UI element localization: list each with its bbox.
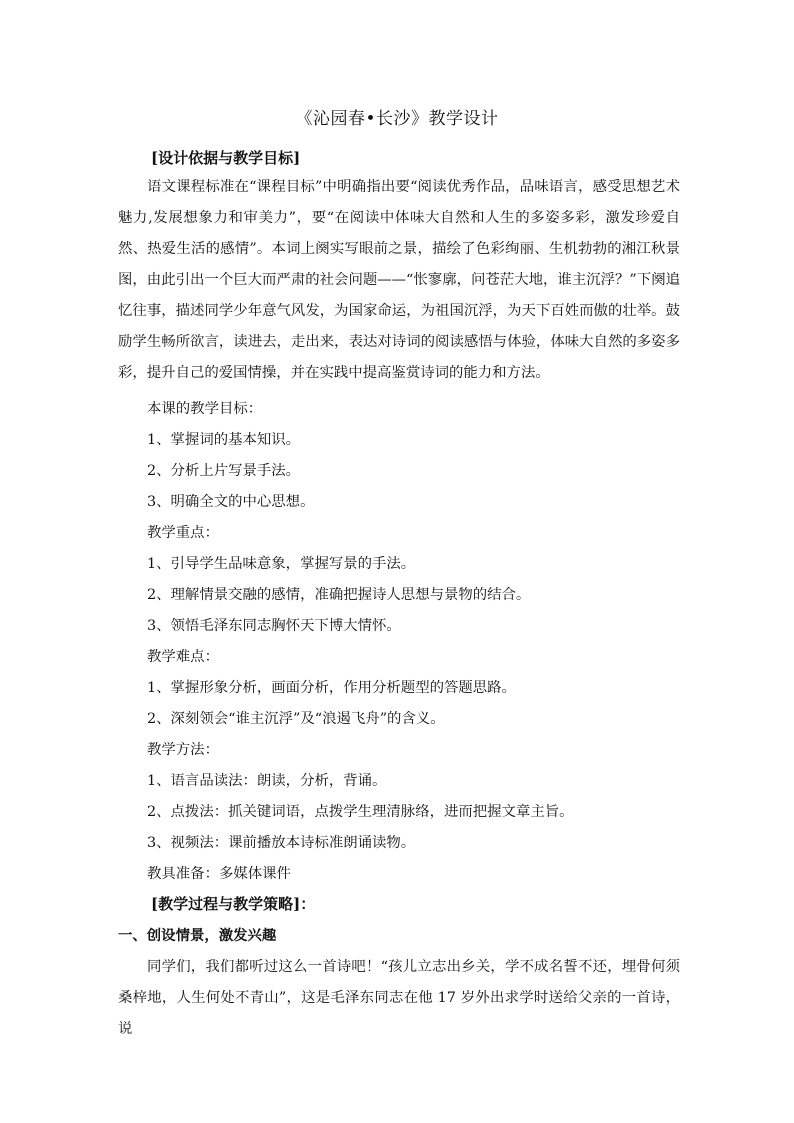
objective-item: 3、明确全文的中心思想。 xyxy=(147,494,315,510)
objectives-label: 本课的教学目标： xyxy=(147,401,263,417)
tools-line: 教具准备：多媒体课件 xyxy=(147,866,291,882)
objective-item: 1、掌握词的基本知识。 xyxy=(147,432,301,448)
difficulties-label: 教学难点： xyxy=(147,649,219,665)
method-item: 3、视频法：课前播放本诗标准朗诵读物。 xyxy=(147,835,416,851)
difficulty-item: 1、掌握形象分析，画面分析，作用分析题型的答题思路。 xyxy=(147,680,516,696)
key-point-item: 3、领悟毛泽东同志胸怀天下博大情怀。 xyxy=(147,618,401,634)
heading-process: [教学过程与教学策略]： xyxy=(151,895,316,913)
key-point-item: 1、引导学生品味意象，掌握写景的手法。 xyxy=(147,556,416,572)
difficulty-item: 2、深刻领会“谁主沉浮”及“浪遏飞舟”的含义。 xyxy=(147,711,445,727)
method-item: 2、点拨法：抓关键词语，点拨学生理清脉络，进而把握文章主旨。 xyxy=(147,804,574,820)
document-title: 《沁园春•长沙》教学设计 xyxy=(295,109,499,129)
methods-label: 教学方法： xyxy=(147,742,219,758)
objective-item: 2、分析上片写景手法。 xyxy=(147,463,301,479)
method-item: 1、语言品读法：朗读，分析，背诵。 xyxy=(147,773,387,789)
section-one-paragraph: 同学们，我们都听过这么一首诗吧！“孩儿立志出乡关，学不成名誓不还，埋骨何须桑梓地，人生何处不青山”，这是毛泽东同志在他 17 岁外出求学时送给父亲的一首诗，说 xyxy=(118,959,680,1037)
section-one-heading: 一、创设情景，激发兴趣 xyxy=(118,927,277,944)
key-point-item: 2、理解情景交融的感情，准确把握诗人思想与景物的结合。 xyxy=(147,587,531,603)
key-points-label: 教学重点： xyxy=(147,525,219,541)
heading-basis: [设计依据与教学目标] xyxy=(151,149,301,167)
intro-paragraph: 语文课程标准在“课程目标”中明确指出要“阅读优秀作品，品味语言，感受思想艺术魅力,发展想象力和审美力”，要“在阅读中体味大自然和人生的多姿多彩，激发珍爱自然、热爱生活的感情”。本词上阕实写眼前之景，描绘了色彩绚丽、生机勃勃的湘江秋景图，由此引出一个巨大而严肃的社会问题——“怅寥廓，问苍茫大地，谁主沉浮？”下阕追忆往事，描述同学少年意气风发，为国家命运，为祖国沉浮，为天下百姓而傲的壮举。鼓励学生畅所欲言，读进去，走出来，表达对诗词的阅读感悟与体验，体味大自然的多姿多彩，提升自己的爱国情操，并在实践中提高鉴赏诗词的能力和方法。 xyxy=(118,179,680,381)
